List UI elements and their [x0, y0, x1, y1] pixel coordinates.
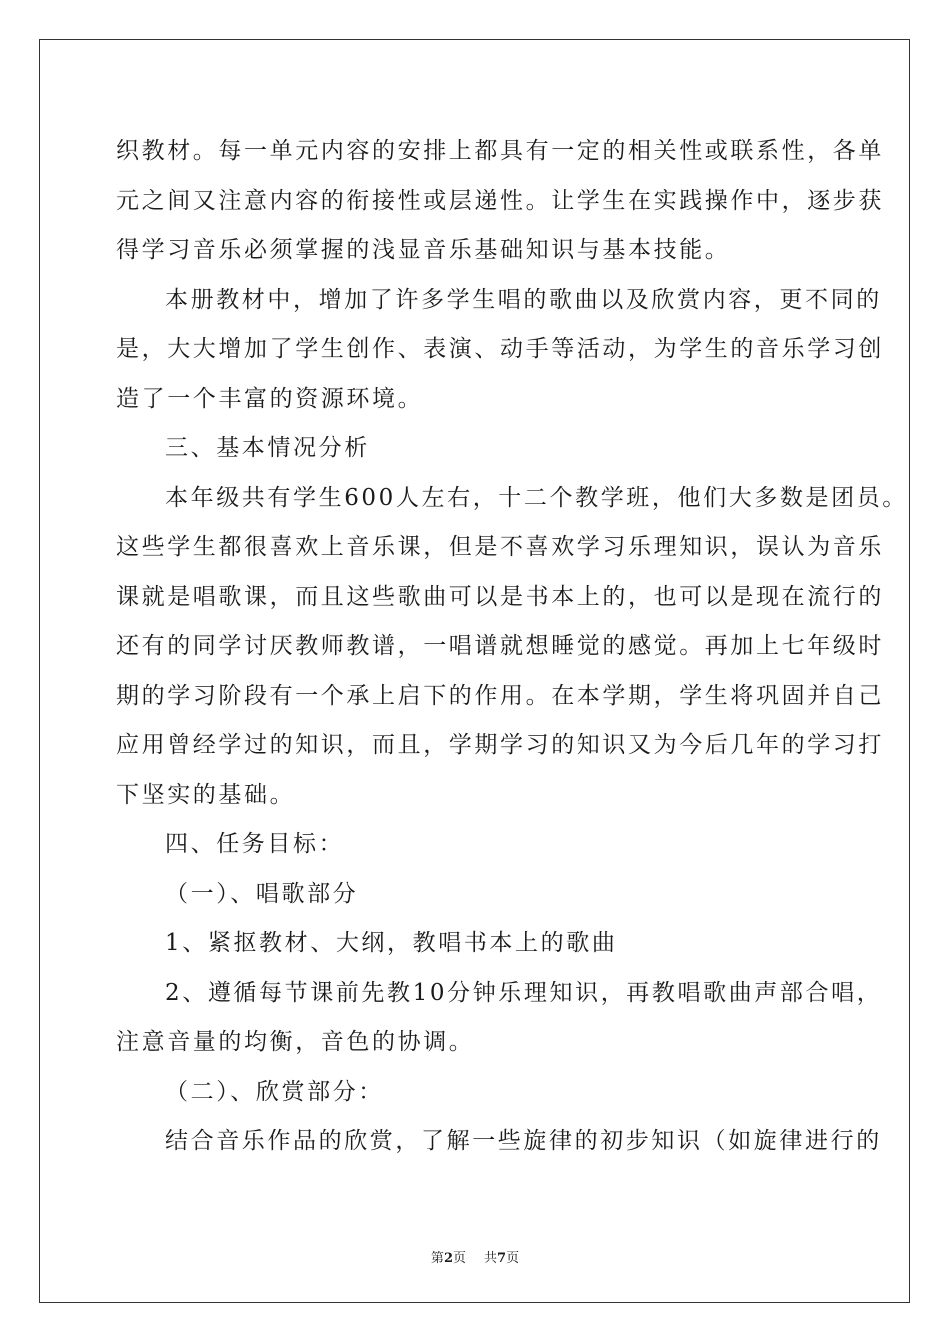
list-item: 1、紧抠教材、大纲，教唱书本上的歌曲 — [165, 930, 618, 956]
page-footer — [0, 1247, 950, 1266]
footer-page-total: 7 — [497, 1251, 507, 1266]
document-body — [116, 127, 908, 1167]
footer-page-prefix: 第 — [430, 1251, 444, 1266]
footer-total-suffix: 页 — [506, 1251, 520, 1266]
paragraph-start: 结合音乐作品的欣赏，了解一些旋律的初步知识（如旋律进行的 — [165, 1128, 882, 1154]
text-line: 这些学生都很喜欢上音乐课，但是不喜欢学习乐理知识，误认为音乐 — [116, 534, 884, 560]
list-item: 2、遵循每节课前先教10分钟乐理知识，再教唱歌曲声部合唱， — [165, 979, 883, 1006]
footer-page-suffix: 页 — [452, 1251, 466, 1266]
text-line: 课就是唱歌课，而且这些歌曲可以是书本上的，也可以是现在流行的 — [116, 583, 884, 610]
text-line: 期的学习阶段有一个承上启下的作用。在本学期，学生将巩固并自己 — [116, 682, 884, 709]
text-line: 得学习音乐必须掌握的浅显音乐基础知识与基本技能。 — [116, 237, 731, 263]
footer-total-prefix: 共 — [484, 1251, 498, 1266]
subsection-heading: （一）、唱歌部分 — [165, 880, 359, 907]
text-line: 造了一个丰富的资源环境。 — [116, 385, 424, 412]
paragraph-start: 本册教材中，增加了许多学生唱的歌曲以及欣赏内容，更不同的 — [165, 286, 882, 313]
section-heading: 四、任务目标： — [165, 831, 345, 857]
paragraph-start: 本年级共有学生600人左右，十二个教学班，他们大多数是团员。 — [165, 484, 908, 511]
text-line: 元之间又注意内容的衔接性或层递性。让学生在实践操作中，逐步获 — [116, 187, 884, 214]
footer-page-current: 2 — [443, 1251, 453, 1266]
text-line: 应用曾经学过的知识，而且，学期学习的知识又为今后几年的学习打 — [116, 732, 884, 758]
section-heading: 三、基本情况分析 — [165, 435, 370, 461]
text-line: 还有的同学讨厌教师教谱，一唱谱就想睡觉的感觉。再加上七年级时 — [116, 633, 884, 659]
text-line: 织教材。每一单元内容的安排上都具有一定的相关性或联系性，各单 — [116, 138, 884, 164]
text-line: 下坚实的基础。 — [116, 781, 296, 808]
text-line: 注意音量的均衡，音色的协调。 — [116, 1029, 475, 1055]
subsection-heading: （二）、欣赏部分： — [165, 1078, 384, 1105]
text-line: 是，大大增加了学生创作、表演、动手等活动，为学生的音乐学习创 — [116, 336, 884, 362]
